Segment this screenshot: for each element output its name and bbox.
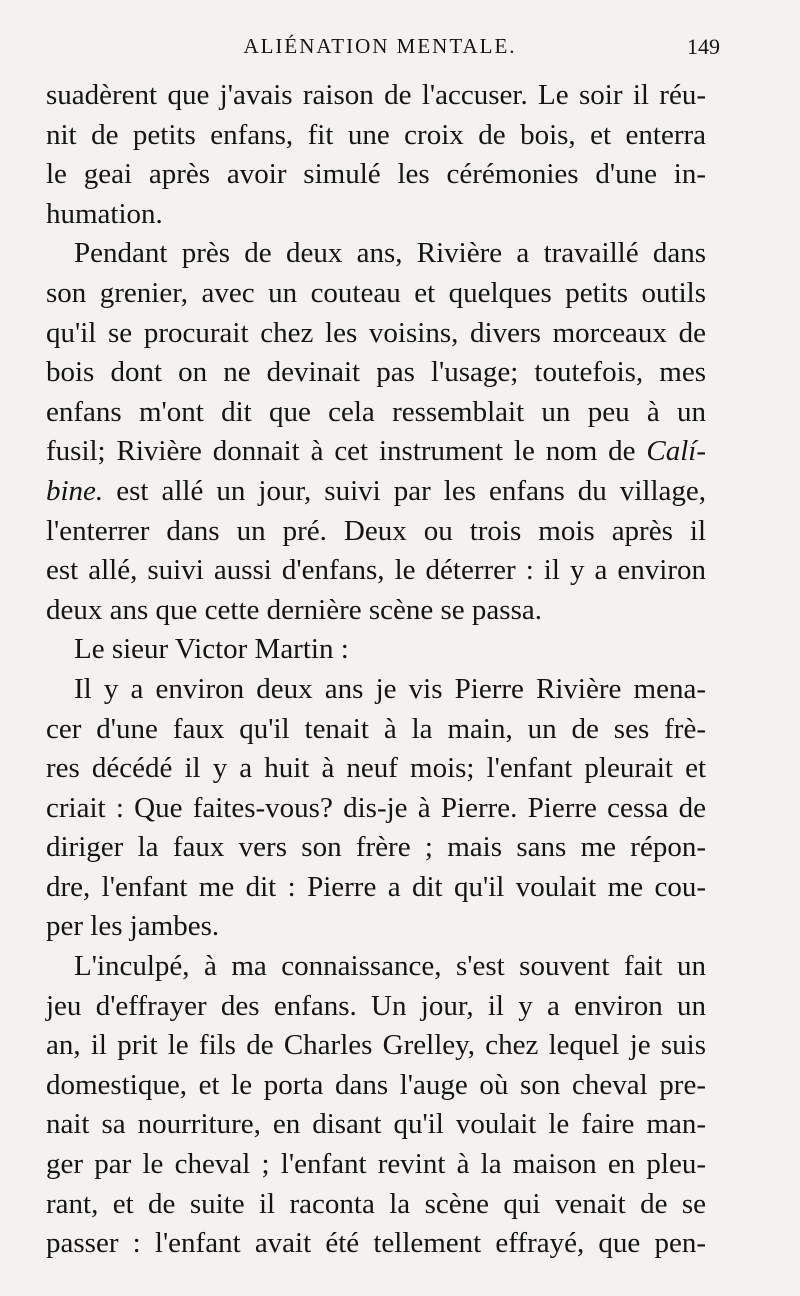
text-line: le geai après avoir simulé les cérémonies d'une in-	[46, 158, 706, 191]
text-line: son grenier, avec un couteau et quelques petits outils	[46, 276, 706, 309]
text-line: deux ans que cette dernière scène se passa.	[46, 593, 542, 626]
text-line	[46, 432, 706, 472]
page-number: 149	[687, 34, 720, 59]
text-line: humation.	[46, 197, 163, 230]
text-line: criait : Que faites-vous? dis-je à Pierre. Pierre cessa de	[46, 791, 706, 824]
text-run: est allé un jour, suivi par les enfans du village,	[116, 474, 706, 507]
text-line: passer : l'enfant avait été tellement effrayé, que pen-	[46, 1227, 706, 1260]
text-line: Pendant près de deux ans, Rivière a travaillé dans	[74, 237, 706, 270]
text-line: jeu d'effrayer des enfans. Un jour, il y a environ un	[46, 989, 706, 1022]
text-run: fusil; Rivière donnait à cet instrument le nom de	[46, 435, 636, 468]
text-line: res décédé il y a huit à neuf mois; l'enfant pleurait et	[46, 752, 706, 785]
text-line: domestique, et le porta dans l'auge où son cheval pre-	[46, 1068, 706, 1101]
text-line: suadèrent que j'avais raison de l'accuser. Le soir il réu-	[46, 79, 706, 111]
text-line: ger par le cheval ; l'enfant revint à la maison en pleu-	[46, 1148, 706, 1181]
text-line: an, il prit le fils de Charles Grelley, chez lequel je suis	[46, 1029, 706, 1062]
text-line: qu'il se procurait chez les voisins, divers morceaux de	[46, 316, 706, 349]
text-line: l'enterrer dans un pré. Deux ou trois mois après il	[46, 514, 706, 547]
italic-word: bine.	[46, 474, 104, 507]
body-text	[46, 76, 706, 1264]
text-line: nit de petits enfans, fit une croix de bois, et enterra	[46, 118, 706, 151]
text-line: Il y a environ deux ans je vis Pierre Rivière mena-	[74, 672, 706, 705]
text-line: Le sieur Victor Martin :	[74, 633, 349, 666]
running-title: ALIÉNATION MENTALE.	[243, 34, 517, 58]
text-line: est allé, suivi aussi d'enfans, le déterrer : il y a environ	[46, 554, 706, 587]
text-line: enfans m'ont dit que cela ressemblait un peu à un	[46, 395, 706, 428]
text-line: dre, l'enfant me dit : Pierre a dit qu'il voulait me cou-	[46, 870, 706, 903]
text-line: nait sa nourriture, en disant qu'il voulait le faire man-	[46, 1108, 706, 1141]
text-line: rant, et de suite il raconta la scène qui venait de se	[46, 1187, 706, 1220]
text-line	[46, 472, 706, 512]
text-line: bois dont on ne devinait pas l'usage; toutefois, mes	[46, 356, 706, 389]
text-line: per les jambes.	[46, 910, 220, 943]
text-line: diriger la faux vers son frère ; mais sans me répon-	[46, 831, 706, 864]
page-header	[40, 30, 720, 70]
text-line: cer d'une faux qu'il tenait à la main, un de ses frè-	[46, 712, 706, 745]
italic-word: Calí-	[646, 435, 707, 468]
text-line: L'inculpé, à ma connaissance, s'est souvent fait un	[74, 950, 706, 983]
